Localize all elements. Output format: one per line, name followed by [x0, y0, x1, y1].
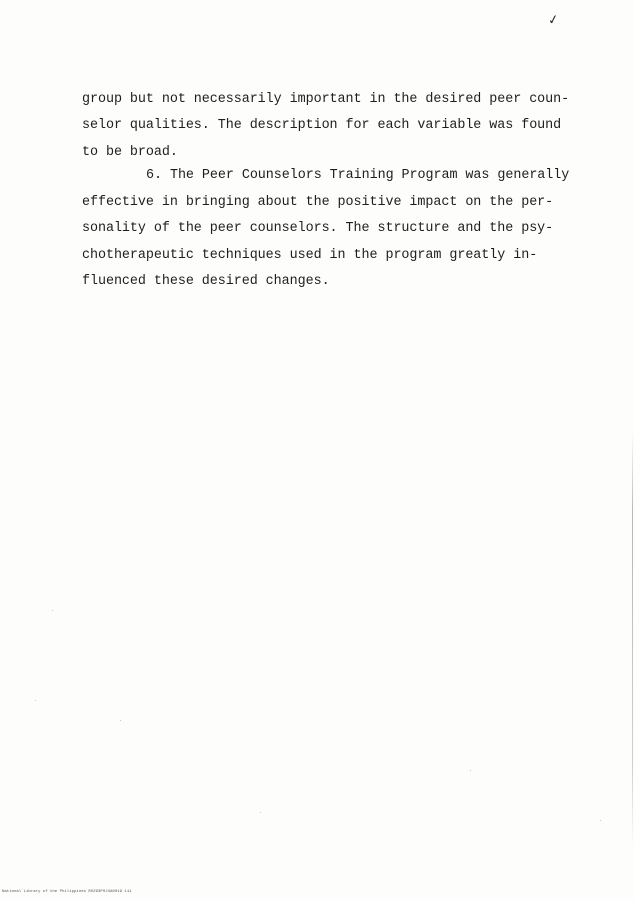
scan-speckle [470, 770, 471, 771]
scan-speckle [260, 812, 261, 813]
scan-speckle [52, 610, 53, 611]
scan-edge-shadow [632, 430, 633, 850]
scan-speckle [600, 820, 601, 821]
text-line: group but not necessarily important in the desired peer coun- [82, 92, 570, 107]
scan-speckle [120, 720, 121, 721]
text-line: to be broad. [82, 145, 178, 160]
paragraph-6-first-line: 6. The Peer Counselors Training Program was generally [146, 168, 570, 183]
text-line: chotherapeutic techniques used in the program greatly in- [82, 248, 538, 263]
text-line: fluenced these desired changes. [82, 274, 330, 289]
text-line: sonality of the peer counselors. The structure and the psy- [82, 221, 554, 236]
text-line: effective in bringing about the positive impact on the per- [82, 195, 554, 210]
check-mark: ✓ [546, 12, 561, 29]
text-line: selor qualities. The description for each variable was found [82, 118, 562, 133]
footer-stamp: National Library of the Philippines ROZ93P0J4A0019 111 [2, 890, 132, 894]
scan-speckle [35, 700, 36, 701]
